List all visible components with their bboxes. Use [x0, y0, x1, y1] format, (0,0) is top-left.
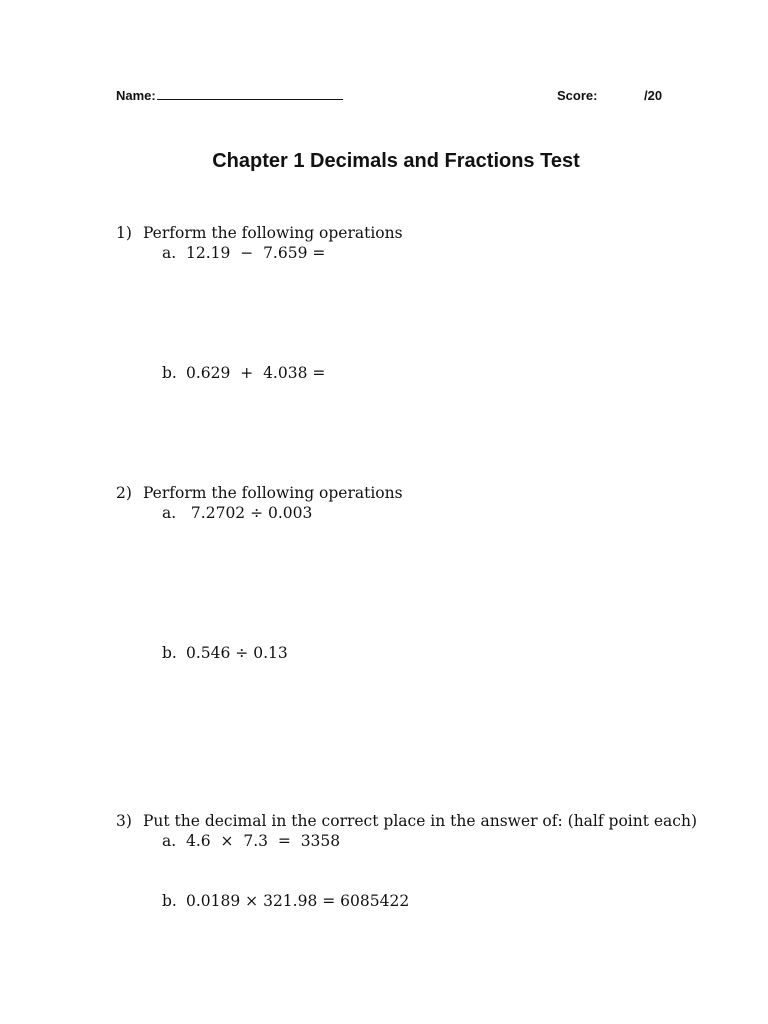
question-prompt: Perform the following operations — [142, 224, 403, 242]
name-label: Name: — [116, 88, 156, 103]
question-3 — [116, 812, 697, 830]
question-prompt: Put the decimal in the correct place in the answer of: (half point each) — [142, 812, 698, 830]
part-expression: 4.6 × 7.3 = 3358 — [186, 832, 341, 850]
part-letter: b. — [162, 364, 177, 382]
page-title: Chapter 1 Decimals and Fractions Test — [212, 150, 580, 172]
score-total — [644, 88, 662, 103]
question-number: 2) — [116, 484, 132, 502]
part-expression: 12.19 − 7.659 = — [186, 244, 326, 262]
score-label: Score: — [557, 88, 598, 103]
question-2-part-b — [162, 644, 288, 662]
question-prompt: Perform the following operations — [142, 484, 403, 502]
question-2-part-a — [162, 504, 312, 522]
name-blank-line — [157, 88, 343, 100]
question-2 — [116, 484, 403, 502]
question-number: 1) — [116, 224, 132, 242]
part-letter: a. — [162, 504, 177, 522]
question-1-part-a — [162, 244, 325, 262]
question-3-part-a — [162, 832, 340, 850]
score-field — [557, 88, 597, 103]
part-letter: a. — [162, 244, 177, 262]
part-letter: a. — [162, 832, 177, 850]
part-letter: b. — [162, 644, 177, 662]
part-letter: b. — [162, 892, 177, 910]
question-3-part-b — [162, 892, 409, 910]
part-expression: 0.546 ÷ 0.13 — [186, 644, 288, 662]
part-expression: 7.2702 ÷ 0.003 — [186, 504, 313, 522]
score-total-value: /20 — [644, 88, 663, 103]
part-expression: 0.0189 × 321.98 = 6085422 — [186, 892, 410, 910]
question-number: 3) — [116, 812, 132, 830]
question-1 — [116, 224, 403, 242]
part-expression: 0.629 + 4.038 = — [186, 364, 326, 382]
name-field — [116, 88, 343, 103]
question-1-part-b — [162, 364, 325, 382]
